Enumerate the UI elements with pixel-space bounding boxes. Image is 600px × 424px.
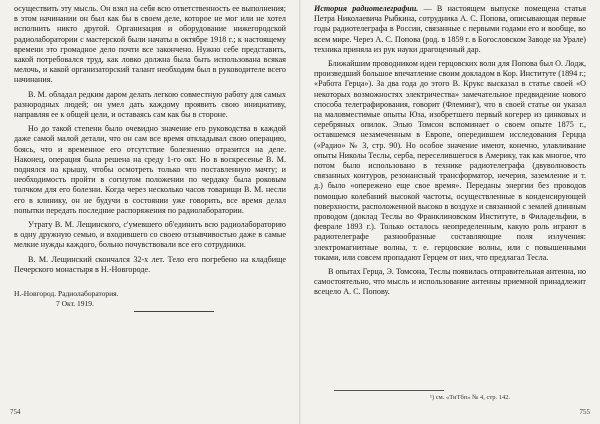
signature-block xyxy=(14,289,286,309)
intro-text: — В настоящем выпуске помещена статья Петра Николаевича Рыбкина, сотрудника А. С. Попова, описывающая первые годы радиотелеграфа в России, связанные с первыми годами его и вообще, во всем мире. Через А. С. Попова (род. в 1859 г. в Богословском Заводе на Урале) техника приняла из рук науки драгоценный дар. xyxy=(314,4,587,54)
closing-rule xyxy=(134,311,214,312)
section-heading: История радиотелеграфии. xyxy=(314,4,419,13)
right-page-number: 755 xyxy=(579,408,590,416)
signature-date: 7 Окт. 1919. xyxy=(56,299,94,309)
left-paragraph-3: Но до такой степени было очевидно значение его руководства в каждой даже самой малой детали, что он сам все время откладывал свою операцию, боясь, что и временное его отсутствие болезненно отразится на деле. Наконец, операция была решена на среду 1-го окт. Но в воскресенье В. М. поднялся на крышу, чтобы осмотреть только что поставленную мачту; и необходимость пройти в согнутом положении по чердаку была роковым толчком для его болезни. Когда через несколько часов товарищи В. М. несли его в клинику, он не будучи в состоянии уже говорить, все время делал попытки передать последние распоряжения по радиолаборатории. xyxy=(14,124,286,215)
footnote: ¹) см. «ТиТбп» № 4, стр. 142. xyxy=(430,394,511,401)
left-paragraph-1: осуществить эту мысль. Он взял на себя всю ответственность ее выполнения; в этом начинании он был как бы в своем деле, которое не мог или не хотел исполнить никто другой. Организация и оборудование нижегородской радиолаборатории с мастерской были начаты в октябре 1918 г.; к настоящему времени это громадное дело почти все закончено. Нужно себе представить, какой потребовался труд, как ловко должна была быть использована всякая мелочь, и какой организаторский талант необходим был в руководителе всего начинания. xyxy=(14,4,286,85)
signature-place: Н.-Новгород. Радиолаборатория. xyxy=(14,289,119,299)
footnote-rule xyxy=(334,390,444,391)
left-page-number: 754 xyxy=(10,408,21,416)
left-paragraph-2: В. М. обладал редким даром делать легкою совместную работу для самых разнородных людей; он умел дать каждому проявить свою инициативу, направляя ее к общей цели, и оставаясь сам как бы в стороне. xyxy=(14,89,286,120)
left-paragraph-4: Утрату В. М. Лещинского, с'умевшего об'единить всю радиолабораторию в одну дружную семью, и входившего со своею отзывчивостью даже в самые мелкие нужды каждого, больно почувствовали все его сотрудники. xyxy=(14,220,286,250)
right-paragraph-2: Ближайшим проводником идеи герцовских волн для Попова был О. Лодж, произведший большое впечатление своим докладом в Кор. Институте (1894 г.; «Работа Герца»). За два года до этого В. Крукс высказал в статье своей «О некоторых возможностях электричества» замечательное предвидение нового способа телеграфирования, говорит (Флеминг), что в своей статье он указал на маловместимые опыты Юза, изобретшего первый когерер из цинковых и серебряных опилок. Элью Томсон вспоминает о своем опыте 1875 г., оставшемся незамеченным в Европе, опередившем исследования Герцца («Радио» № 3, стр. 90). Но особое значение имеют, конечно, улавливание опыты Николы Теслы, серба, переселившегося в Америку, так как многое, что потом было использовано в технике радиотелеграфа (двуволновость связанных контуров, резонансный трансформатор, нечерия, заземление и т. д.) было «опережено еще свое время». Переданы энергии без проводов помощью колебаний высокой частоты, осуществленные в конденсирующей поверхности, расположенной высоко в воздухе и связанной с землей длинным проводом (доклад Теслы во Франклиновском Институте, в Филадельфии, в феврале 1893 г.). Только осталось неопределенным, какую роль играют в радиотелеграфе разнообразные составляющие поля излучения: электромагнитные волны, т. е. герцовские волны, или с повышенными токами, или совсем пропадают Герцем от них, что предлагал Тесла. xyxy=(314,59,586,262)
right-page xyxy=(300,0,600,424)
left-paragraph-5: В. М. Лещинский скончался 32-х лет. Тело его погребено на кладбище Печерского монастыря в Н.-Новгороде. xyxy=(14,254,286,274)
right-paragraph-3: В опытах Герца, Э. Томсона, Теслы появилась отправительная антенна, но самостоятельно, что мысль и использование антенны приемной принадлежит всецело А. С. Попову. xyxy=(314,267,586,297)
history-section-intro xyxy=(314,4,586,55)
